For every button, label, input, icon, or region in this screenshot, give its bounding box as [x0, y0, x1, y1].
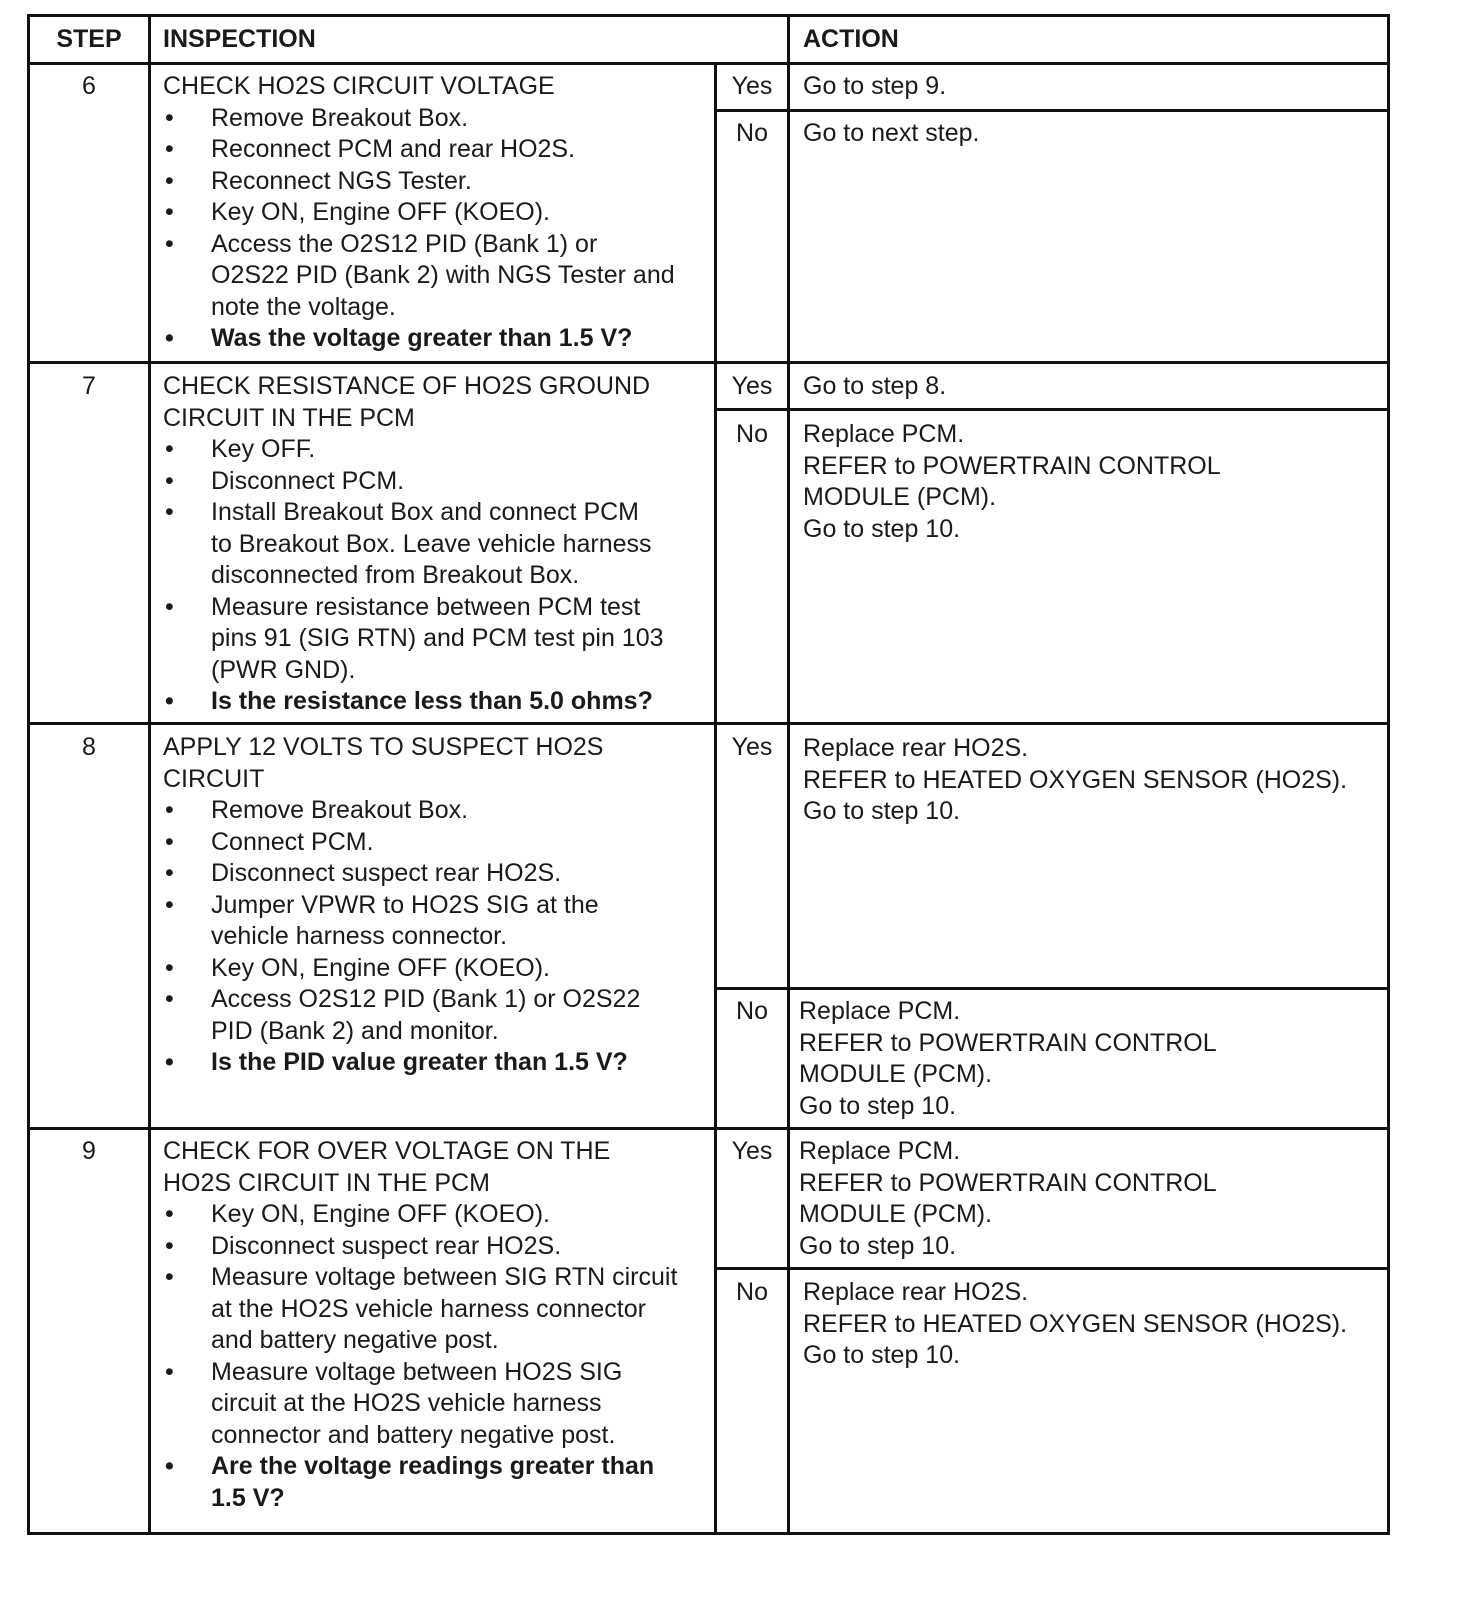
inspection-bullet: • Install Breakout Box and connect PCM to Breakout Box. Leave vehicle harness disconnected from Breakout Box. — [163, 497, 664, 592]
row-border — [27, 722, 1390, 725]
inspection-bullet: • Disconnect suspect rear HO2S. — [163, 858, 640, 890]
inspection-bullet: • Connect PCM. — [163, 827, 640, 859]
inspection-bullet: • Measure voltage between SIG RTN circuit at the HO2S vehicle harness connector and battery negative post. — [163, 1262, 677, 1357]
step-column-border — [148, 14, 151, 1535]
inspection-bullet: • Access O2S12 PID (Bank 1) or O2S22 PID (Bank 2) and monitor. — [163, 984, 640, 1047]
no-action: Replace PCM. REFER to POWERTRAIN CONTROL MODULE (PCM). Go to step 10. — [803, 420, 1221, 543]
inspection-bullet: • Reconnect PCM and rear HO2S. — [163, 134, 675, 166]
step-number: 8 — [82, 733, 96, 761]
step-number: 6 — [82, 72, 96, 100]
inspection-bullet: • Measure resistance between PCM test pins 91 (SIG RTN) and PCM test pin 103 (PWR GND). — [163, 592, 664, 687]
header-bottom-border — [27, 62, 1390, 65]
inspection-question: • Is the PID value greater than 1.5 V? — [163, 1047, 640, 1079]
inspection-bullet: • Disconnect suspect rear HO2S. — [163, 1231, 677, 1263]
action-column-border — [787, 14, 790, 1535]
no-action: Replace PCM. REFER to POWERTRAIN CONTROL MODULE (PCM). Go to step 10. — [799, 997, 1217, 1120]
inspection-question: • Was the voltage greater than 1.5 V? — [163, 323, 675, 355]
inspection-bullet: • Jumper VPWR to HO2S SIG at the vehicle harness connector. — [163, 890, 640, 953]
yes-no-divider — [714, 1267, 1390, 1270]
no-action: Replace rear HO2S. REFER to HEATED OXYGEN SENSOR (HO2S). Go to step 10. — [803, 1278, 1348, 1369]
table-bottom-border — [27, 1532, 1390, 1535]
no-action: Go to next step. — [803, 119, 980, 147]
inspection-bullet: • Measure voltage between HO2S SIG circuit at the HO2S vehicle harness connector and battery negative post. — [163, 1357, 677, 1452]
inspection-cell — [163, 1136, 677, 1514]
yes-label: Yes — [731, 733, 773, 761]
inspection-title: CHECK HO2S CIRCUIT VOLTAGE — [163, 72, 555, 100]
inspection-bullet: • Key ON, Engine OFF (KOEO). — [163, 197, 675, 229]
inspection-question: • Is the resistance less than 5.0 ohms? — [163, 686, 664, 718]
yes-action: Replace PCM. REFER to POWERTRAIN CONTROL MODULE (PCM). Go to step 10. — [799, 1137, 1217, 1260]
yes-no-divider — [714, 408, 1390, 411]
inspection-cell — [163, 71, 675, 355]
inspection-bullet: • Access the O2S12 PID (Bank 1) or O2S22 PID (Bank 2) with NGS Tester and note the voltage. — [163, 229, 675, 324]
row-border — [27, 1127, 1390, 1130]
inspection-cell — [163, 732, 640, 1079]
answer-column-border — [714, 62, 717, 1535]
table-left-border — [27, 14, 30, 1535]
step-number: 7 — [82, 372, 96, 400]
header-action: ACTION — [803, 25, 899, 53]
no-label: No — [736, 1278, 768, 1306]
inspection-bullet: • Key ON, Engine OFF (KOEO). — [163, 1199, 677, 1231]
yes-label: Yes — [731, 72, 773, 100]
inspection-title: CHECK FOR OVER VOLTAGE ON THE HO2S CIRCUIT IN THE PCM — [163, 1137, 611, 1197]
inspection-bullet: • Remove Breakout Box. — [163, 103, 675, 135]
inspection-bullet: • Disconnect PCM. — [163, 466, 664, 498]
inspection-cell — [163, 371, 664, 718]
row-border — [27, 361, 1390, 364]
no-label: No — [736, 420, 768, 448]
inspection-bullet: • Reconnect NGS Tester. — [163, 166, 675, 198]
yes-action: Replace rear HO2S. REFER to HEATED OXYGEN SENSOR (HO2S). Go to step 10. — [803, 734, 1348, 825]
inspection-question: • Are the voltage readings greater than 1.5 V? — [163, 1451, 677, 1514]
inspection-title: APPLY 12 VOLTS TO SUSPECT HO2S CIRCUIT — [163, 733, 604, 793]
header-inspection: INSPECTION — [163, 25, 316, 53]
step-number: 9 — [82, 1137, 96, 1165]
yes-action: Go to step 8. — [803, 372, 947, 400]
inspection-title: CHECK RESISTANCE OF HO2S GROUND CIRCUIT IN THE PCM — [163, 372, 651, 432]
yes-action: Go to step 9. — [803, 72, 947, 100]
table-top-border — [27, 14, 1390, 17]
no-label: No — [736, 997, 768, 1025]
header-step: STEP — [56, 25, 122, 53]
yes-no-divider — [714, 987, 1390, 990]
no-label: No — [736, 119, 768, 147]
yes-label: Yes — [731, 372, 773, 400]
inspection-bullet: • Key ON, Engine OFF (KOEO). — [163, 953, 640, 985]
inspection-bullet: • Key OFF. — [163, 434, 664, 466]
yes-label: Yes — [731, 1137, 773, 1165]
inspection-bullet: • Remove Breakout Box. — [163, 795, 640, 827]
yes-no-divider — [714, 109, 1390, 112]
table-right-border — [1387, 14, 1390, 1535]
